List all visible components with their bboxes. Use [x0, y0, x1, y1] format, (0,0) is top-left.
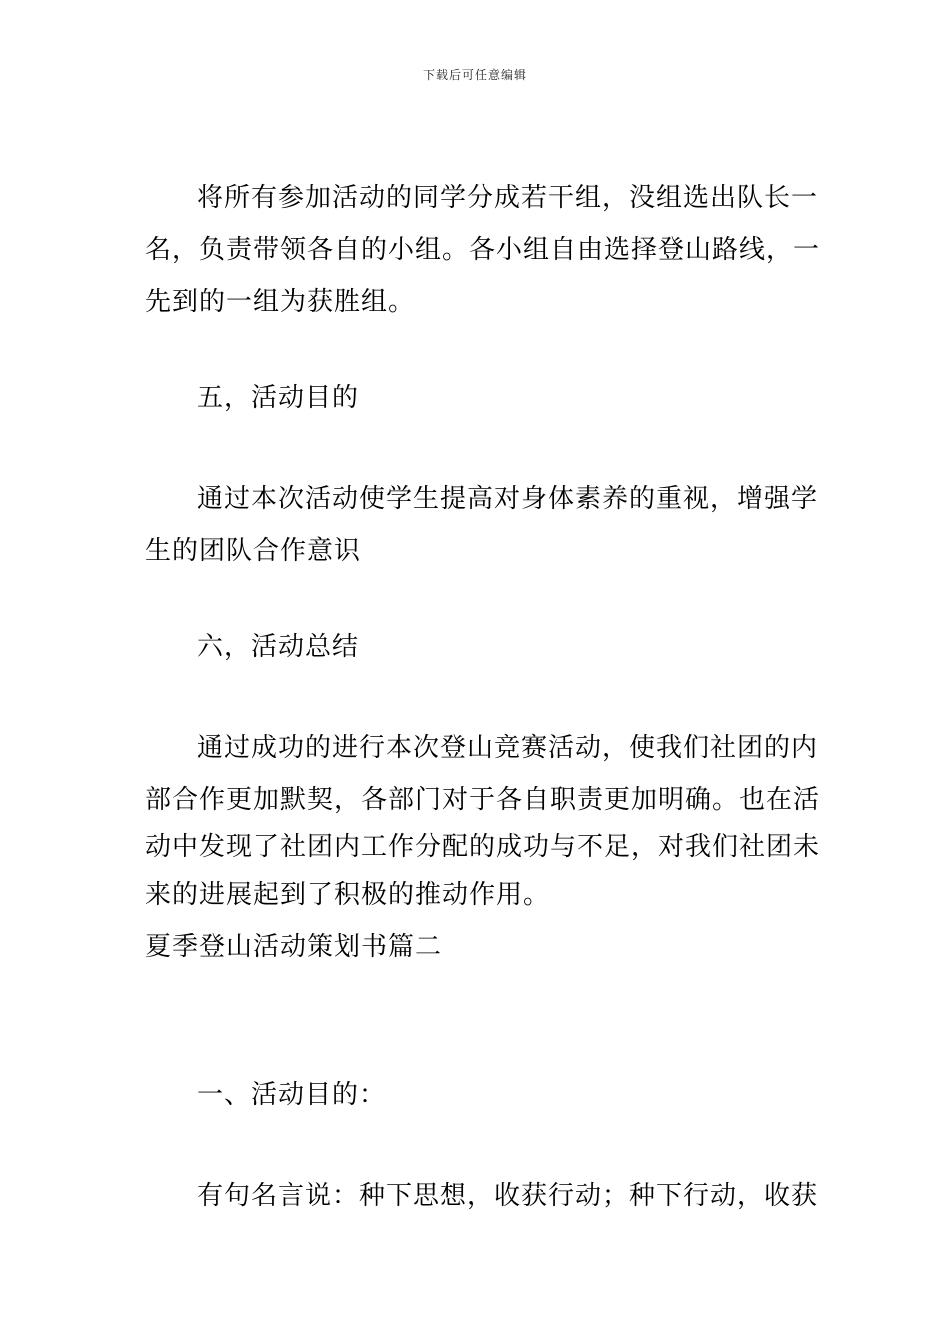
paragraph-line: 生的团队合作意识: [145, 536, 362, 566]
paragraph-line: 通过成功的进行本次登山竞赛活动，使我们社团的内: [197, 733, 819, 763]
section-title: 夏季登山活动策划书篇二: [145, 932, 443, 962]
section-heading-6: 六，活动总结: [197, 632, 360, 662]
page-header-note: 下载后可任意编辑: [422, 68, 527, 82]
section-heading-5: 五，活动目的: [197, 383, 360, 413]
paragraph-line: 有句名言说：种下思想，收获行动；种下行动，收获: [197, 1181, 819, 1211]
paragraph-line: 通过本次活动使学生提高对身体素养的重视，增强学: [197, 484, 819, 514]
paragraph-line: 来的进展起到了积极的推动作用。: [145, 880, 551, 910]
paragraph-line: 将所有参加活动的同学分成若干组，没组选出队长一: [197, 183, 819, 213]
paragraph-line: 动中发现了社团内工作分配的成功与不足，对我们社团未: [145, 832, 821, 862]
paragraph-line: 名，负责带领各自的小组。各小组自由选择登山路线，一: [145, 235, 821, 265]
section-heading-1: 一、活动目的：: [197, 1080, 387, 1110]
paragraph-line: 部合作更加默契，各部门对于各自职责更加明确。也在活: [145, 785, 821, 815]
paragraph-line: 先到的一组为获胜组。: [145, 287, 416, 317]
